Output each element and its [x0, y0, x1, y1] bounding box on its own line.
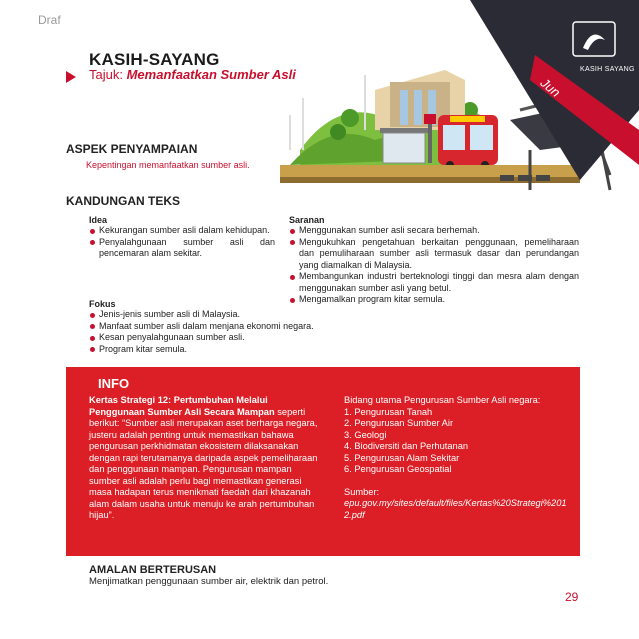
info-list-item: 3. Geologi	[344, 429, 387, 440]
tajuk-arrow-icon	[66, 71, 76, 83]
fokus-section	[89, 299, 389, 355]
list-item: Menggunakan sumber asli secara berhemah.	[289, 225, 579, 237]
source-label: Sumber:	[344, 486, 380, 497]
list-item: Membangunkan industri berteknologi tinggi dan mesra alam dengan menggunakan sumber asli yang betul.	[289, 271, 579, 294]
fokus-heading: Fokus	[89, 299, 116, 309]
kandungan-heading: KANDUNGAN TEKS	[66, 194, 180, 208]
list-item: Kesan penyalahgunaan sumber asli.	[89, 332, 389, 344]
info-strategy-title: Kertas Strategi 12: Pertumbuhan Melalui Penggunaan Sumber Asli Secara Mampan	[89, 395, 275, 417]
info-right-text	[344, 395, 569, 521]
info-strategy-body: seperti berikut: “Sumber asli merupakan aset berharga negara, justeru adalah penting untuk memastikan bahawa pengurusan perkhidmatan ekosistem dilaksanakan dengan rapi terutamanya daripada aspek pemeliharaan dan penggunaan mampan. Pengurusan mampan sumber asli adalah perlu bagi memastikan generasi masa hadapan terus menikmati faedah dari khazanah alam dalam usaha untuk menuju ke arah pertumbuhan hijau”.	[89, 406, 318, 520]
page-number: 29	[565, 590, 579, 604]
info-list-item: 5. Pengurusan Alam Sekitar	[344, 452, 460, 463]
badge-label: KASIH SAYANG	[580, 66, 635, 73]
amalan-text: Menjimatkan penggunaan sumber air, elektrik dan petrol.	[89, 576, 329, 587]
idea-heading: Idea	[89, 215, 108, 225]
tajuk-line	[89, 67, 296, 82]
info-heading: INFO	[98, 376, 130, 391]
source-link[interactable]: epu.gov.my/sites/default/files/Kertas%20Strategi%2012.pdf	[344, 498, 567, 520]
info-list-item: 1. Pengurusan Tanah	[344, 406, 433, 417]
list-item: Mengukuhkan pengetahuan berkaitan penggunaan, pemeliharaan dan pemuliharaan sumber asli termasuk dasar dan perundangan yang diamalkan di Malaysia.	[289, 237, 579, 272]
badge-month: Jun	[537, 75, 564, 100]
list-item: Kekurangan sumber asli dalam kehidupan.	[89, 225, 275, 237]
info-left-text	[89, 395, 324, 522]
amalan-heading: AMALAN BERTERUSAN	[89, 564, 217, 576]
header-illustration	[280, 0, 639, 200]
list-item: Jenis-jenis sumber asli di Malaysia.	[89, 309, 389, 321]
list-item: Manfaat sumber asli dalam menjana ekonomi negara.	[89, 321, 389, 333]
page-title: KASIH-SAYANG	[89, 50, 220, 69]
info-list-item: 2. Pengurusan Sumber Air	[344, 418, 454, 428]
info-list-item: 6. Pengurusan Geospatial	[344, 464, 452, 474]
list-item: Program kitar semula.	[89, 344, 389, 356]
tajuk-prefix: Tajuk:	[89, 67, 123, 82]
aspek-heading: ASPEK PENYAMPAIAN	[66, 142, 198, 156]
draft-label: Draf	[38, 13, 61, 27]
list-item: Penyalahgunaan sumber asli dan pencemaran alam sekitar.	[89, 237, 275, 260]
info-list-item: 4. Biodiversiti dan Perhutanan	[344, 441, 469, 451]
info-right-intro: Bidang utama Pengurusan Sumber Asli negara:	[344, 395, 541, 405]
saranan-heading: Saranan	[289, 215, 325, 225]
tajuk-value: Memanfaatkan Sumber Asli	[126, 67, 296, 82]
saranan-section	[289, 215, 579, 306]
aspek-text: Kepentingan memanfaatkan sumber asli.	[86, 160, 250, 170]
idea-section	[89, 215, 275, 260]
list-item: Mengamalkan program kitar semula.	[289, 294, 579, 306]
